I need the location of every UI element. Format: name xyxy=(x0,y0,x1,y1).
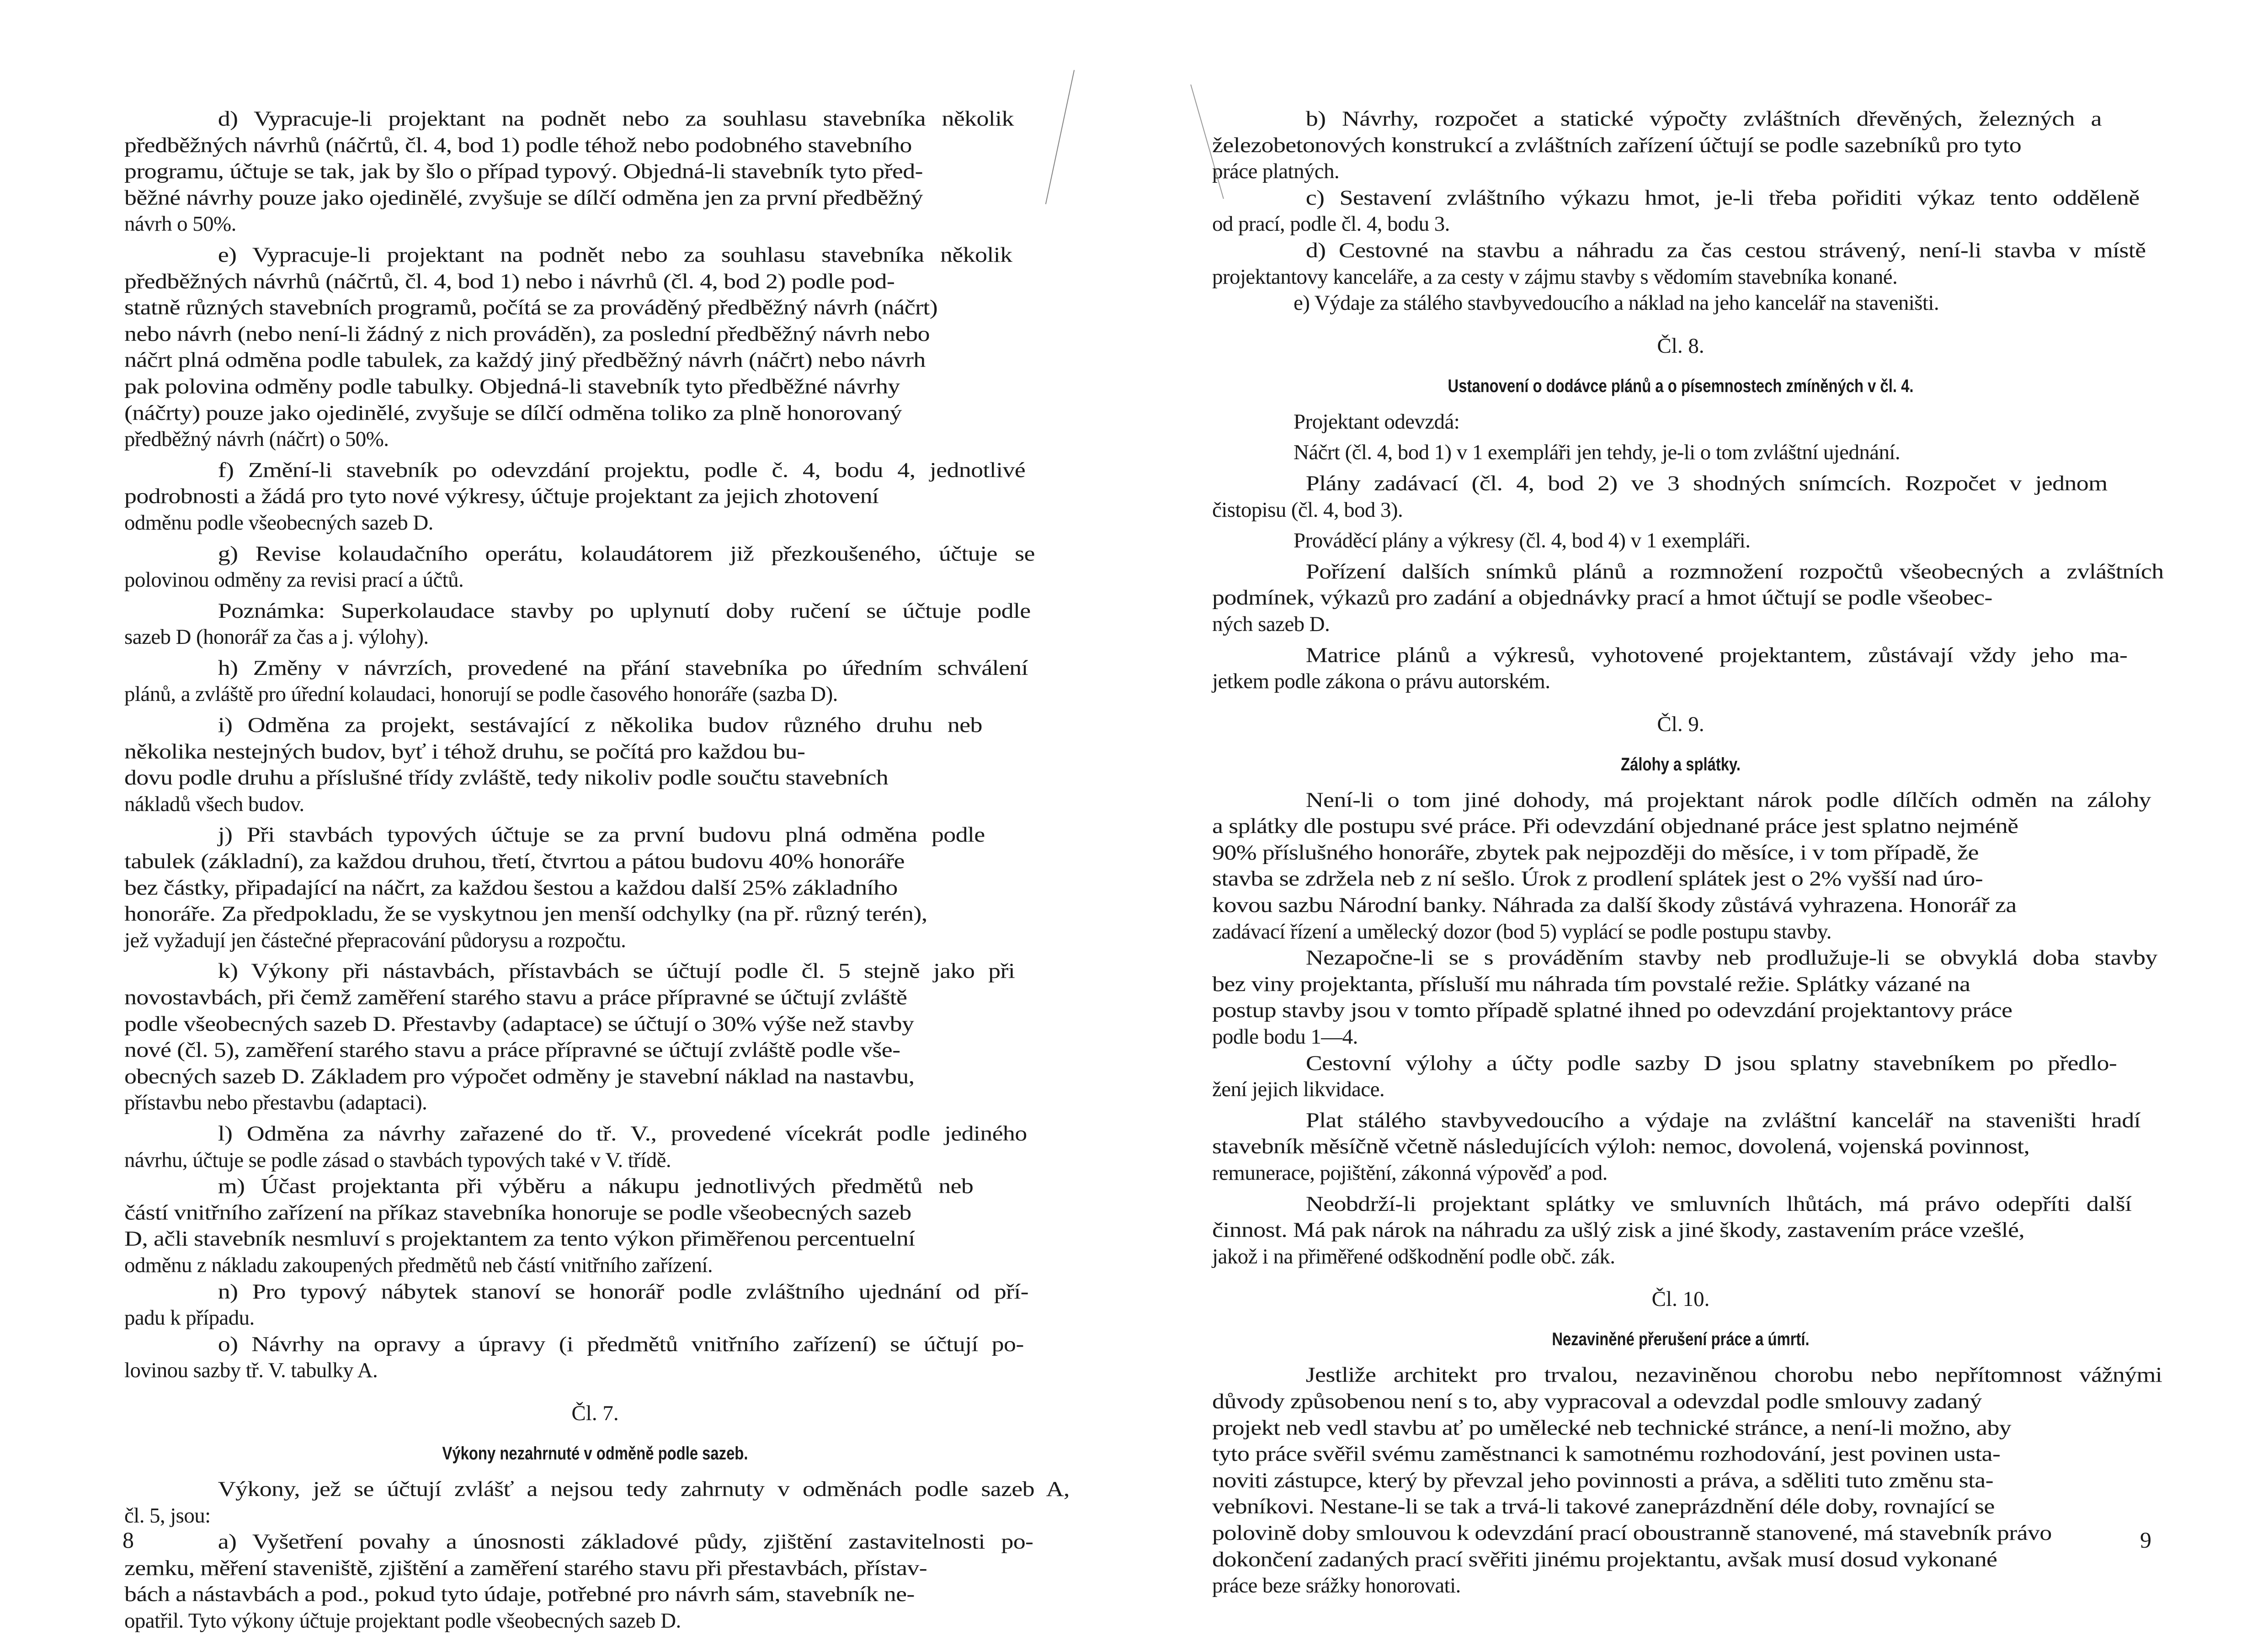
text-line: Prováděcí plány a výkresy (čl. 4, bod 4) v 1 exempláři. xyxy=(1294,529,1751,553)
text-line: částí vnitřního zařízení na příkaz stavebníka honoruje se podle všeobecných sazeb xyxy=(124,1200,911,1225)
text-line: pak polovina odměny podle tabulky. Objedná-li stavebník tyto předběžné návrhy xyxy=(124,374,900,398)
text-line: polovině doby smlouvou k odevzdání prací oboustranně stanovené, má stavebník právo xyxy=(1212,1521,2052,1545)
left-paragraph xyxy=(124,1476,1070,1529)
text-line: d) Vypracuje-li projektant na podnět nebo za souhlasu stavebníka několik xyxy=(218,107,1014,131)
right-paragraph xyxy=(1212,185,2149,238)
left-paragraph xyxy=(124,541,1066,594)
text-line: bez viny projektanta, přísluší mu náhrada tím povstalé režie. Splátky vázané na xyxy=(1212,972,1970,996)
text-line: e) Výdaje za stálého stavbyvedoucího a náklad na jeho kancelář na staveništi. xyxy=(1294,291,1939,315)
text-line: e) Vypracuje-li projektant na podnět nebo za souhlasu stavebníka několik xyxy=(218,243,1012,267)
text-line: jetkem podle zákona o právu autorském. xyxy=(1212,669,1550,694)
left-paragraph xyxy=(124,822,1066,954)
right-paragraph xyxy=(1212,238,2149,290)
text-line: n) Pro typový nábytek stanoví se honorář podle zvláštního ujednání od pří- xyxy=(218,1279,1029,1304)
text-line: dokončení zadaných prací svěřiti jinému projektantu, avšak musí dosud vykonané xyxy=(1212,1547,1997,1571)
right-paragraph xyxy=(1212,440,2149,466)
text-line: podle bodu 1—4. xyxy=(1212,1025,1358,1049)
text-line: novostavbách, při čemž zaměření starého stavu a práce přípravné se účtují zvláště xyxy=(124,986,907,1009)
text-line: Plány zadávací (čl. 4, bod 2) ve 3 shodných snímcích. Rozpočet v jednom xyxy=(1305,471,2108,495)
text-line: 90% příslušného honoráře, zbytek pak nejpozději do měsíce, i v tom případě, že xyxy=(1212,840,1979,865)
right-page xyxy=(1212,106,2164,1604)
right-paragraph xyxy=(1212,642,2149,695)
right-paragraph xyxy=(1212,106,2149,185)
text-line: Projektant odevzdá: xyxy=(1294,409,1460,434)
left-paragraph xyxy=(124,242,1066,453)
text-line: Není-li o tom jiné dohody, má projektant nárok podle dílčích odměn na zálohy xyxy=(1305,788,2151,812)
text-line: lovinou sazby tř. V. tabulky A. xyxy=(124,1358,378,1383)
article-number: Čl. 9. xyxy=(1657,712,1704,736)
text-line: opatřil. Tyto výkony účtuje projektant podle všeobecných sazeb D. xyxy=(124,1608,681,1633)
right-paragraph xyxy=(1212,1050,2149,1103)
text-line: předběžný návrh (náčrt) o 50%. xyxy=(124,427,389,451)
text-line: zadávací řízení a umělecký dozor (bod 5) vyplácí se podle postupu stavby. xyxy=(1212,919,1831,944)
text-line: Cestovní výlohy a účty podle sazby D jsou splatny stavebníkem po předlo- xyxy=(1305,1051,2117,1075)
article-number: Čl. 7. xyxy=(571,1401,619,1425)
text-line: stavebník měsíčně včetně následujících výloh: nemoc, dovolená, vojenská povinnost, xyxy=(1212,1135,2030,1159)
left-paragraph xyxy=(124,958,1066,1116)
text-line: nákladů všech budov. xyxy=(124,792,304,816)
text-line: odměnu podle všeobecných sazeb D. xyxy=(124,510,433,535)
text-line: činnost. Má pak nárok na náhradu za ušlý zisk a jiné škody, zastavením práce vzešlé, xyxy=(1212,1218,2025,1242)
left-page xyxy=(124,106,1070,1634)
text-line: k) Výkony při nástavbách, přístavbách se účtují podle čl. 5 stejně jako při xyxy=(218,959,1015,983)
text-line: obecných sazeb D. Základem pro výpočet odměny je stavební náklad na nastavbu, xyxy=(124,1064,915,1088)
text-line: návrh o 50%. xyxy=(124,212,236,236)
text-line: kovou sazbu Národní banky. Náhrada za další škody zůstává vyhrazena. Honorář za xyxy=(1212,893,2017,918)
text-line: odměnu z nákladu zakoupených předmětů neb částí vnitřního zařízení. xyxy=(124,1253,713,1277)
left-paragraph xyxy=(124,106,1066,238)
text-line: jež vyžadují jen částečné přepracování půdorysu a rozpočtu. xyxy=(124,928,626,952)
text-line: tabulek (základní), za každou druhou, třetí, čtvrtou a pátou budovu 40% honoráře xyxy=(124,849,905,874)
text-line: zemku, měření staveniště, zjištění a zaměření starého stavu při přestavbách, přístav- xyxy=(124,1556,927,1580)
left-paragraph xyxy=(124,655,1066,708)
text-line: vebníkovi. Nestane-li se tak a trvá-li takové zaneprázdnění déle doby, rovnající se xyxy=(1212,1495,1995,1519)
left-paragraph xyxy=(124,1279,1066,1332)
text-line: čl. 5, jsou: xyxy=(124,1503,211,1528)
text-line: b) Návrhy, rozpočet a statické výpočty zvláštních dřevěných, železných a xyxy=(1305,107,2102,131)
left-paragraph xyxy=(124,1121,1066,1173)
text-line: jakož i na přiměřené odškodnění podle obč. zák. xyxy=(1212,1244,1615,1268)
text-line: stavba se zdržela neb z ní sešlo. Úrok z prodlení splátek jest o 2% vyšší nad úro- xyxy=(1212,867,1983,891)
text-line: padu k případu. xyxy=(124,1306,255,1330)
text-line: c) Sestavení zvláštního výkazu hmot, je-li třeba pořiditi výkaz tento odděleně xyxy=(1305,186,2140,210)
right-paragraph xyxy=(1212,1108,2149,1187)
text-line: Výkony, jež se účtují zvlášť a nejsou tedy zahrnuty v odměnách podle sazeb A, xyxy=(218,1477,1070,1501)
text-line: nové (čl. 5), zaměření starého stavu a práce přípravné se účtují zvláště podle vše- xyxy=(124,1038,900,1062)
text-line: bách a nástavbách a pod., pokud tyto údaje, potřebné pro návrh sám, stavebník ne- xyxy=(124,1582,915,1607)
text-line: Plat stálého stavbyvedoucího a výdaje na zvláštní kancelář na staveništi hradí xyxy=(1305,1108,2140,1132)
article-number: Čl. 8. xyxy=(1657,334,1704,358)
article-title: Výkony nezahrnuté v odměně podle sazeb. xyxy=(442,1443,748,1464)
text-line: Neobdrží-li projektant splátky ve smluvních lhůtách, má právo odepříti další xyxy=(1305,1192,2132,1216)
text-line: Jestliže architekt pro trvalou, nezaviněnou chorobu nebo nepřítomnost vážnými xyxy=(1305,1363,2162,1387)
text-line: od prací, podle čl. 4, bodu 3. xyxy=(1212,212,1450,236)
text-line: předběžných návrhů (náčrtů, čl. 4, bod 1) podle téhož nebo podobného stavebního xyxy=(124,133,912,157)
text-line: podrobnosti a žádá pro tyto nové výkresy, účtuje projektant za jejich zhotovení xyxy=(124,484,879,509)
text-line: o) Návrhy na opravy a úpravy (i předmětů vnitřního zařízení) se účtují po- xyxy=(218,1332,1024,1356)
text-line: běžné návrhy pouze jako ojedinělé, zvyšuje se dílčí odměna jen za první předběžný xyxy=(124,186,923,210)
text-line: čistopisu (čl. 4, bod 3). xyxy=(1212,498,1403,522)
text-line: tyto práce svěřil svému zaměstnanci k samotnému rozhodování, jest povinen usta- xyxy=(1212,1442,2001,1466)
text-line: g) Revise kolaudačního operátu, kolaudátorem již přezkoušeného, účtuje se xyxy=(218,541,1035,566)
text-line: m) Účast projektanta při výběru a nákupu jednotlivých předmětů neb xyxy=(218,1174,974,1199)
text-line: několika nestejných budov, byť i téhož druhu, se počítá pro každou bu- xyxy=(124,739,805,764)
text-line: Matrice plánů a výkresů, vyhotovené projektantem, zůstávají vždy jeho ma- xyxy=(1305,643,2128,667)
text-line: f) Změní-li stavebník po odevzdání projektu, podle č. 4, bodu 4, jednotlivé xyxy=(218,458,1026,482)
text-line: Pořízení dalších snímků plánů a rozmnožení rozpočtů všeobecných a zvláštních xyxy=(1305,559,2164,584)
right-paragraph xyxy=(1212,471,2149,523)
text-line: j) Při stavbách typových účtuje se za první budovu plná odměna podle xyxy=(218,823,985,847)
right-paragraph xyxy=(1212,1362,2162,1599)
text-line: železobetonových konstrukcí a zvláštních zařízení účtují se podle sazebníků pro tyto xyxy=(1212,133,2022,157)
text-line: přístavbu nebo přestavbu (adaptaci). xyxy=(124,1091,427,1115)
text-line: Náčrt (čl. 4, bod 1) v 1 exempláři jen tehdy, je-li o tom zvláštní ujednání. xyxy=(1294,440,1901,465)
text-line: podle všeobecných sazeb D. Přestavby (adaptace) se účtují o 30% výše než stavby xyxy=(124,1012,914,1036)
text-line: Poznámka: Superkolaudace stavby po uplynutí doby ručení se účtuje podle xyxy=(218,599,1031,623)
article-title: Nezaviněné přerušení práce a úmrtí. xyxy=(1552,1329,1810,1350)
page-number-left: 8 xyxy=(122,1527,134,1553)
right-paragraph xyxy=(1212,945,2157,1050)
left-paragraph xyxy=(124,598,1066,651)
text-line: noviti zástupce, který by převzal jeho povinnosti a práva, a sděliti tuto změnu sta- xyxy=(1212,1468,1993,1492)
right-paragraph xyxy=(1212,528,2149,554)
text-line: práce beze srážky honorovati. xyxy=(1212,1574,1461,1598)
text-line: programu, účtuje se tak, jak by šlo o případ typový. Objedná-li stavebník tyto před- xyxy=(124,159,923,184)
text-line: předběžných návrhů (náčrtů, čl. 4, bod 1) nebo i návrhů (čl. 4, bod 2) podle pod- xyxy=(124,269,895,293)
text-line: projekt neb vedl stavbu ať po umělecké neb technické stránce, a není-li možno, aby xyxy=(1212,1416,2011,1440)
text-line: postup stavby jsou v tomto případě splatné ihned po odevzdání projektantovy práce xyxy=(1212,998,2012,1023)
text-line: h) Změny v návrzích, provedené na přání stavebníka po úředním schválení xyxy=(218,656,1028,680)
text-line: dovu podle druhu a příslušné třídy zvláště, tedy nikoliv podle součtu stavebních xyxy=(124,766,889,790)
right-paragraph xyxy=(1212,290,2149,317)
text-line: projektantovy kanceláře, a za cesty v zájmu stavby s vědomím stavebníka konané. xyxy=(1212,265,1898,289)
text-line: honoráře. Za předpokladu, že se vyskytnou jen menší odchylky (na př. různý terén), xyxy=(124,902,927,926)
text-line: práce platných. xyxy=(1212,159,1340,184)
text-line: remunerace, pojištění, zákonná výpověď a pod. xyxy=(1212,1161,1608,1185)
right-paragraph xyxy=(1212,1191,2149,1270)
left-paragraph xyxy=(124,1332,1066,1384)
text-line: ných sazeb D. xyxy=(1212,612,1330,636)
text-line: náčrt plná odměna podle tabulek, za každý jiný předběžný návrh (náčrt) nebo návrh xyxy=(124,348,926,372)
article-title: Ustanovení o dodávce plánů a o písemnostech zmíněných v čl. 4. xyxy=(1448,376,1914,396)
text-line: polovinou odměny za revisi prací a účtů. xyxy=(124,568,464,592)
right-paragraph xyxy=(1212,559,2164,638)
text-line: a splátky dle postupu své práce. Při odevzdání objednané práce jest splatno nejméně xyxy=(1212,814,2018,838)
text-line: statně různých stavebních programů, počítá se za prováděný předběžný návrh (náčrt) xyxy=(124,296,938,320)
left-paragraph xyxy=(124,1529,1066,1634)
text-line: i) Odměna za projekt, sestávající z několika budov různého druhu neb xyxy=(218,713,982,737)
text-line: podmínek, výkazů pro zadání a objednávky prací a hmot účtují se podle všeobec- xyxy=(1212,586,1992,610)
text-line: plánů, a zvláště pro úřední kolaudaci, honorují se podle časového honoráře (sazba D). xyxy=(124,682,838,706)
left-paragraph xyxy=(124,712,1066,817)
text-line: bez částky, připadající na náčrt, za každou šestou a každou další 25% základního xyxy=(124,875,898,900)
right-paragraph xyxy=(1212,409,2149,435)
text-line: l) Odměna za návrhy zařazené do tř. V., provedené vícekrát podle jediného xyxy=(218,1121,1027,1146)
right-paragraph xyxy=(1212,787,2149,945)
left-paragraph xyxy=(124,1173,1066,1279)
text-line: nebo návrh (nebo není-li žádný z nich prováděn), za poslední předběžný návrh nebo xyxy=(124,322,930,346)
text-line: sazeb D (honorář za čas a j. výlohy). xyxy=(124,625,429,649)
text-line: Nezapočne-li se s prováděním stavby neb prodlužuje-li se obvyklá doba stavby xyxy=(1305,946,2157,970)
article-number: Čl. 10. xyxy=(1651,1287,1710,1311)
left-paragraph xyxy=(124,457,1066,536)
page-number-right: 9 xyxy=(2140,1527,2151,1553)
text-line: D, ačli stavebník nesmluví s projektantem za tento výkon přiměřenou percentuelní xyxy=(124,1227,915,1251)
text-line: návrhu, účtuje se podle zásad o stavbách typových také v V. třídě. xyxy=(124,1148,671,1172)
text-line: důvody způsobenou není s to, aby vypracoval a odevzdal podle smlouvy zadaný xyxy=(1212,1389,1982,1413)
text-line: d) Cestovné na stavbu a náhradu za čas cestou strávený, není-li stavba v místě xyxy=(1305,238,2146,262)
text-line: (náčrty) pouze jako ojedinělé, zvyšuje se dílčí odměna toliko za plně honorovaný xyxy=(124,401,902,425)
article-title: Zálohy a splátky. xyxy=(1621,754,1741,775)
text-line: a) Vyšetření povahy a únosnosti základové půdy, zjištění zastavitelnosti po- xyxy=(218,1530,1033,1554)
text-line: žení jejich likvidace. xyxy=(1212,1077,1384,1102)
